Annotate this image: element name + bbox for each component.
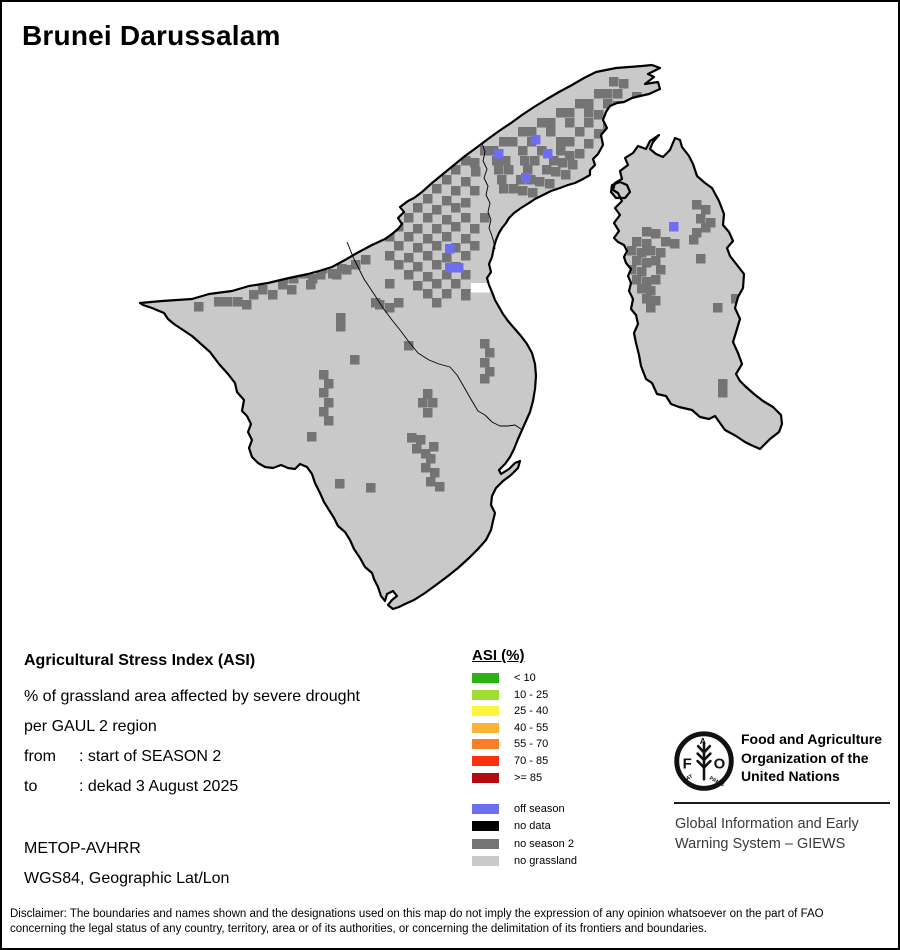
no-season2-cell [421,449,431,459]
fao-letter-a: A [699,735,706,746]
fao-name-line1: Food and Agriculture [741,731,883,747]
no-season2-cell [319,407,329,417]
raster-gap-cell [471,283,481,293]
period-to [24,778,238,796]
no-season2-cell [318,264,328,274]
legend-swatch [472,839,499,849]
no-season2-cell [404,270,414,280]
west-landmass-border [140,65,660,609]
legend-label: no grassland [514,855,577,868]
no-season2-cell [451,203,461,213]
no-season2-cell [632,275,642,285]
asi-region-line: per GAUL 2 region [24,718,157,735]
no-season2-cell [279,274,289,284]
legend-row [472,706,548,716]
no-season2-cell [435,482,445,492]
no-season2-cell [307,432,317,442]
legend-label: < 10 [514,672,536,684]
legend-swatch [472,773,499,783]
no-season2-cell [530,156,540,166]
legend-swatch [472,856,499,866]
no-season2-cell [499,137,509,147]
no-season2-cell [432,298,442,308]
no-season2-cell [268,290,278,300]
no-season2-cell [451,279,461,289]
legend-swatch [472,706,499,716]
no-season2-cell [501,156,511,166]
no-season2-cell [556,146,566,156]
no-season2-cell [594,89,604,99]
no-season2-cell [642,239,652,249]
asi-heading: Agricultural Stress Index (ASI) [24,652,256,669]
no-season2-cell [407,433,417,443]
no-season2-cell [499,184,509,194]
no-season2-cell [451,186,461,196]
legend-row [472,856,577,866]
no-season2-cell [613,89,623,99]
fao-motto-panis: PANIS [708,775,726,789]
no-season2-cell [731,294,741,304]
to-label: to [24,778,38,795]
no-season2-cell [461,234,471,244]
no-season2-cell [337,264,347,274]
no-season2-cell [361,255,371,265]
giews-name [675,814,859,854]
no-season2-cell [404,253,414,263]
no-season2-cell [619,79,629,89]
off-season-cell [531,135,541,145]
no-season2-cell [342,265,352,275]
no-season2-cell [461,213,471,223]
no-season2-cell [223,297,233,307]
no-season2-cell [556,108,566,118]
no-season2-cell [451,243,461,253]
no-season2-cell [324,416,334,426]
legend-row [472,773,548,783]
no-season2-cell [442,215,452,225]
no-season2-cell [404,213,414,223]
asi-subtitle: % of grassland area affected by severe drought [24,688,360,705]
no-season2-cell [432,205,442,215]
no-season2-cell [692,200,702,210]
no-season2-cell [287,285,297,295]
no-season2-cell [289,274,299,284]
no-season2-cell [385,213,395,223]
no-season2-cell [278,280,288,290]
no-season2-cell [549,156,559,166]
no-season2-cell [258,285,268,295]
legend-row [472,839,577,849]
legend-swatch [472,804,499,814]
legend-label: no season 2 [514,837,574,850]
no-season2-cell [423,272,433,282]
no-season2-cell [642,294,652,304]
no-season2-cell [375,222,385,232]
no-season2-cell [350,355,360,365]
no-season2-cell [336,313,346,323]
no-season2-cell [428,398,438,408]
islet-fill [611,182,630,198]
west-landmass-fill [140,65,660,609]
no-season2-cell [518,146,528,156]
no-season2-cell [537,118,547,128]
no-season2-cell [594,110,604,120]
no-season2-cell [701,223,711,233]
fao-motto-fiat: FIAT [681,773,694,785]
no-season2-cell [413,203,423,213]
no-season2-cell [656,248,666,258]
no-season2-cell [429,442,439,452]
giews-line1: Global Information and Early [675,816,859,832]
no-season2-cell [413,243,423,253]
no-season2-cell [306,280,316,290]
off-season-cell [445,263,455,273]
no-season2-cell [642,258,652,268]
off-season-cell [445,244,455,254]
no-season2-cell [504,165,514,175]
no-season2-cell [526,175,536,185]
no-season2-cell [413,262,423,272]
no-season2-cell [480,146,490,156]
no-season2-cell [316,270,326,280]
no-season2-cell [249,290,259,300]
no-season2-cell [461,177,471,187]
no-season2-cell [332,270,342,280]
giews-line2: Warning System – GIEWS [675,836,846,852]
no-season2-cell [423,234,433,244]
no-season2-cell [432,241,442,251]
no-season2-cell [413,224,423,234]
no-season2-cell [470,186,480,196]
asi-legend-classes [472,673,548,789]
no-season2-cell [394,222,404,232]
no-season2-cell [432,260,442,270]
islet-border [611,182,630,198]
raster-cells [194,77,741,493]
legend-swatch [472,739,499,749]
no-season2-cell [646,246,656,256]
no-season2-cell [609,77,619,87]
legend-row [472,723,548,733]
no-season2-cell [233,297,243,307]
no-season2-cell [584,118,594,128]
district-borders [347,143,521,429]
no-season2-cell [351,260,361,270]
no-season2-cell [423,389,433,399]
no-season2-cell [366,483,376,493]
no-season2-cell [528,188,538,198]
no-season2-cell [642,277,652,287]
disclaimer-line1: Disclaimer: The boundaries and names shown and the designations used on this map do not imply the expression of any opinion whatsoever on the part of FAO [10,908,824,920]
no-season2-cell [426,454,436,464]
no-season2-cell [442,196,452,206]
no-season2-cell [324,379,334,389]
period-from [24,748,221,766]
no-season2-cell [442,175,452,185]
legend-row [472,804,577,814]
no-season2-cell [371,298,381,308]
no-season2-cell [546,118,556,128]
no-season2-cell [696,254,706,264]
legend-swatch [472,756,499,766]
legend-row [472,821,577,831]
page-title: Brunei Darussalam [22,20,281,51]
no-season2-cell [701,205,711,215]
no-season2-cell [646,303,656,313]
legend-swatch [472,723,499,733]
no-season2-cell [520,156,530,166]
off-season-cell [454,263,464,273]
no-season2-cell [537,146,547,156]
no-season2-cell [613,101,623,111]
no-season2-cell [568,160,578,170]
no-season2-cell [527,127,537,137]
no-season2-cell [494,165,504,175]
no-season2-cell [432,224,442,234]
no-season2-cell [696,214,706,224]
no-season2-cell [518,127,528,137]
no-season2-cell [542,165,552,175]
no-season2-cell [426,477,436,487]
no-season2-cell [451,222,461,232]
no-season2-cell [632,256,642,266]
footer-divider [674,802,890,804]
no-season2-cell [718,379,728,389]
no-season2-cell [603,99,613,109]
legend-label: 10 - 25 [514,688,549,701]
no-season2-cell [413,281,423,291]
no-season2-cell [546,127,556,137]
legend-row [472,690,548,700]
no-season2-cell [385,251,395,261]
temburong-fill [613,135,782,449]
fao-name [741,730,882,786]
no-season2-cell [451,165,461,175]
no-season2-cell [637,267,647,277]
fao-name-line2: Organization of the [741,749,869,766]
no-season2-cell [692,228,702,238]
no-season2-cell [565,137,575,147]
no-season2-cell [713,303,723,313]
no-season2-cell [423,213,433,223]
no-season2-cell [706,218,716,228]
no-season2-cell [651,229,661,239]
legend-row [472,739,548,749]
no-season2-cell [651,275,661,285]
no-season2-cell [613,110,623,120]
from-label: from [24,748,56,765]
no-season2-cell [432,184,442,194]
no-season2-cell [423,251,433,261]
no-season2-cell [394,260,404,270]
no-season2-cell [661,237,671,247]
no-season2-cell [385,279,395,289]
no-season2-cell [394,241,404,251]
from-value: : start of SEASON 2 [79,748,222,765]
no-season2-cell [214,297,224,307]
no-season2-cell [328,269,338,279]
off-season-cell [543,149,553,159]
no-season2-cell [603,120,613,130]
no-season2-cell [627,265,637,275]
legend-label: no data [514,820,551,833]
no-season2-cell [432,279,442,289]
no-season2-cell [556,137,566,147]
no-season2-cell [670,239,680,249]
legend-swatch [472,690,499,700]
no-season2-cell [492,156,502,166]
asi-map [2,2,900,950]
no-season2-cell [584,99,594,109]
no-season2-cell [385,303,395,313]
no-season2-cell [336,322,346,332]
no-season2-cell [308,274,318,284]
no-season2-cell [632,237,642,247]
no-season2-cell [642,227,652,237]
no-season2-cell [416,435,426,445]
no-season2-cell [584,108,594,118]
no-season2-cell [242,300,252,310]
no-season2-cell [442,232,452,242]
no-season2-cell [404,341,414,351]
no-season2-cell [651,256,661,266]
no-season2-cell [489,146,499,156]
no-season2-cell [412,444,422,454]
no-season2-cell [324,398,334,408]
no-season2-cell [516,175,526,185]
no-season2-cell [423,408,433,418]
no-season2-cell [523,165,533,175]
no-season2-cell [485,367,495,377]
fao-name-line3: United Nations [741,768,840,784]
legend-title: ASI (%) [472,647,525,664]
legend-label: >= 85 [514,771,543,784]
legend-swatch [472,821,499,831]
no-season2-cell [518,186,528,196]
no-season2-cell [535,177,545,187]
no-season2-cell [470,241,480,251]
no-season2-cell [632,92,642,102]
no-season2-cell [480,374,490,384]
no-season2-cell [575,127,585,137]
no-season2-cell [461,289,471,299]
no-season2-cell [442,289,452,299]
legend-label: off season [514,803,565,815]
no-season2-cell [461,291,471,301]
no-season2-cell [299,269,309,279]
no-season2-cell [461,156,471,166]
no-season2-cell [470,158,480,168]
fao-logo [673,729,735,791]
to-value: : dekad 3 August 2025 [79,778,239,795]
no-season2-cell [718,388,728,398]
no-season2-cell [637,284,647,294]
no-season2-cell [430,468,440,478]
no-season2-cell [471,167,481,177]
no-season2-cell [646,286,656,296]
no-season2-cell [375,300,385,310]
no-season2-cell [561,170,571,180]
legend-label: 40 - 55 [514,721,549,734]
asi-legend-statuses [472,804,577,874]
no-season2-cell [584,139,594,149]
no-season2-cell [461,270,471,280]
legend-row [472,673,548,683]
legend-label: 55 - 70 [514,738,549,751]
no-season2-cell [575,149,585,159]
disclaimer-line2: concerning the legal status of any country, territory, area or of its authorities, or concerning the delimitation of its frontiers and boundaries. [10,923,707,935]
no-season2-cell [461,198,471,208]
no-season2-cell [603,89,613,99]
no-season2-cell [335,479,345,489]
legend-swatch [472,673,499,683]
no-season2-cell [637,248,647,258]
off-season-cell [494,149,504,159]
no-season2-cell [558,158,568,168]
no-season2-cell [442,270,452,280]
no-season2-cell [594,129,604,139]
off-season-cell [669,222,679,232]
no-season2-cell [421,463,431,473]
no-season2-cell [565,118,575,128]
fao-letter-f: F [682,755,692,773]
off-season-cell [521,173,531,183]
legend-row [472,756,548,766]
no-season2-cell [319,388,329,398]
no-season2-cell [480,339,490,349]
no-season2-cell [575,99,585,109]
no-season2-cell [656,265,666,275]
no-season2-cell [565,108,575,118]
legend-label: 70 - 85 [514,754,549,767]
no-season2-cell [461,251,471,261]
no-season2-cell [423,289,433,299]
district-border-line [482,143,495,249]
no-season2-cell [394,298,404,308]
no-season2-cell [451,262,461,272]
raster-gap-cell [480,283,490,293]
no-season2-cell [551,167,561,177]
legend-label: 25 - 40 [514,705,549,718]
no-season2-cell [689,235,699,245]
no-season2-cell [423,194,433,204]
no-season2-cell [442,253,452,263]
no-season2-cell [508,137,518,147]
no-season2-cell [385,232,395,242]
no-season2-cell [497,175,507,185]
no-season2-cell [194,302,204,312]
projection-line: WGS84, Geographic Lat/Lon [24,870,230,887]
no-season2-cell [651,296,661,306]
no-season2-cell [480,213,490,223]
no-season2-cell [627,246,637,256]
no-season2-cell [319,370,329,380]
district-border-line [347,242,521,429]
no-season2-cell [418,398,428,408]
no-season2-cell [404,232,414,242]
no-season2-cell [470,224,480,234]
fao-letter-o: O [713,755,726,773]
no-season2-cell [527,137,537,147]
temburong-border [613,135,782,449]
sensor-line: METOP-AVHRR [24,840,141,857]
no-season2-cell [485,348,495,358]
no-season2-cell [565,151,575,161]
no-season2-cell [545,179,555,189]
no-season2-cell [509,184,519,194]
no-season2-cell [480,358,490,368]
